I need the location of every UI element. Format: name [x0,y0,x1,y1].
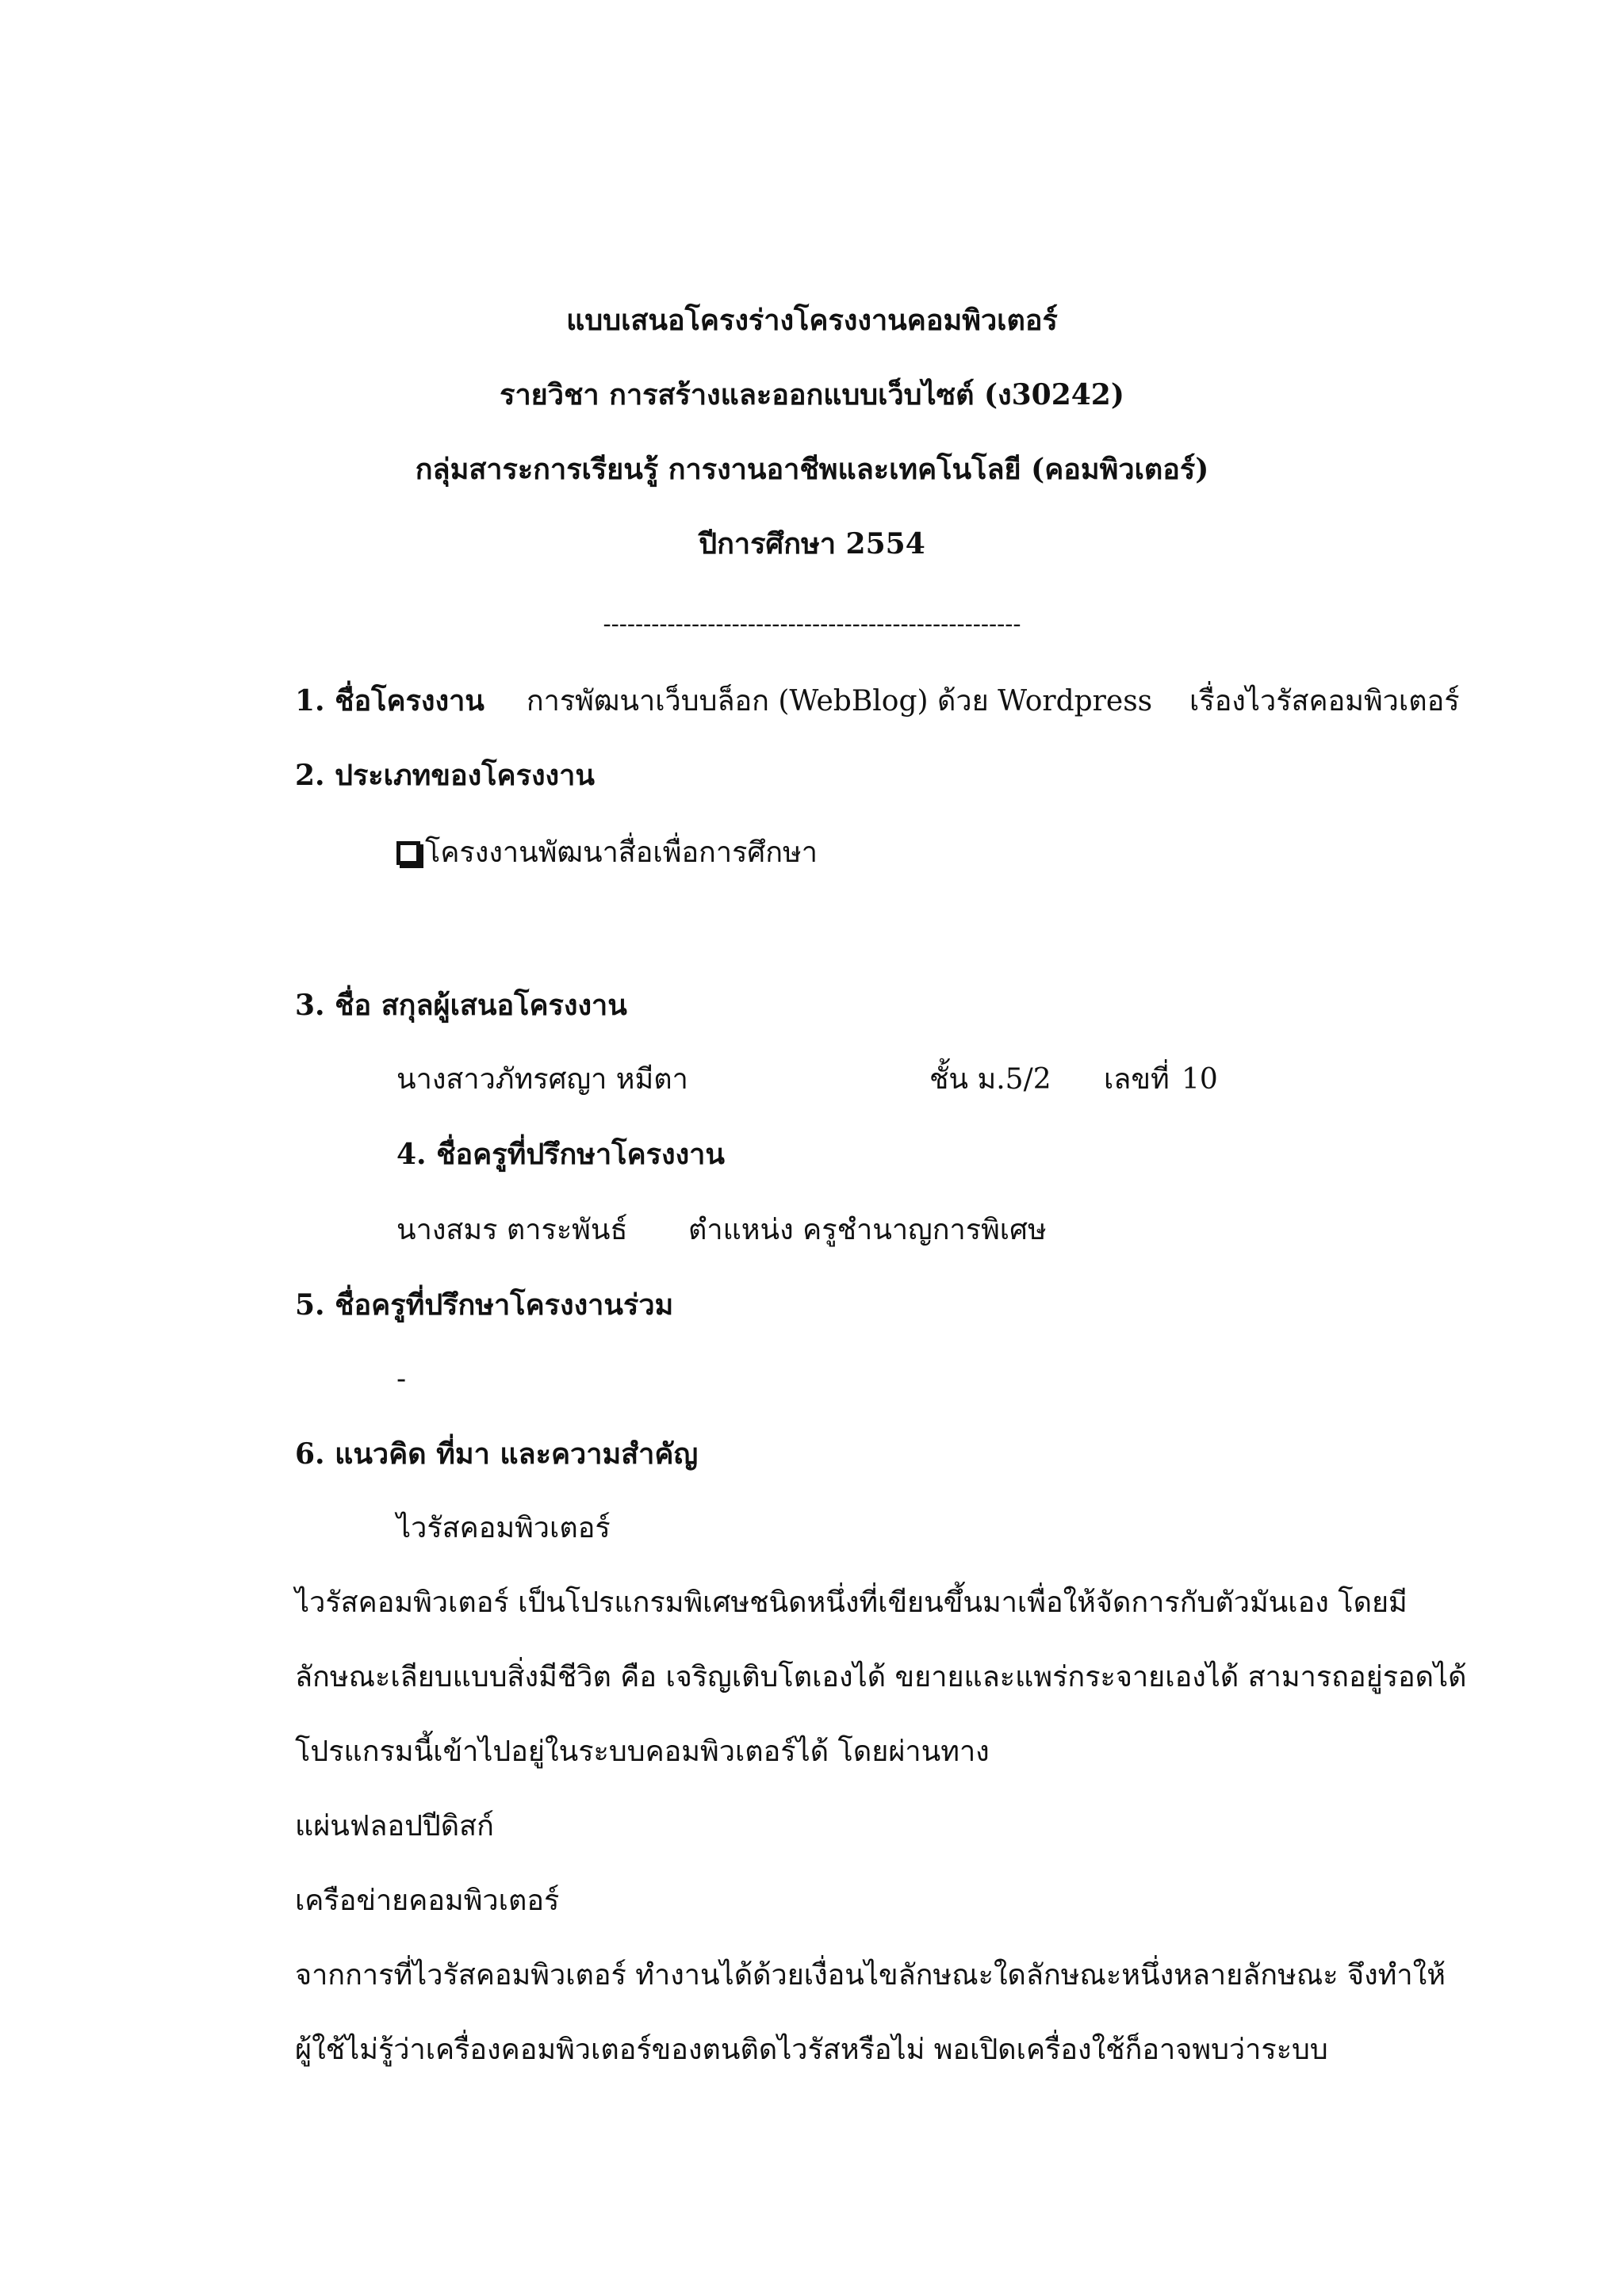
course-line: รายวิชา การสร้างและออกแบบเว็บไซต์ (ง30242) [500,378,1124,411]
student-name: นางสาวภัทรศญา หมีตา [396,1063,688,1096]
paragraph-1-line-3: โปรแกรมนี้เข้าไปอยู่ในระบบคอมพิวเตอร์ได้ โดยผ่านทาง [295,1735,990,1768]
section-6-heading: 6. แนวคิด ที่มา และความสำคัญ [295,1437,699,1471]
section-4-heading: 4. ชื่อครูที่ปรึกษาโครงงาน [396,1138,725,1171]
paragraph-1-line-2: ลักษณะเลียบแบบสิ่งมีชีวิต คือ เจริญเติบโตเองได้ ขยายและแพร่กระจายเองได้ สามารถอยู่รอดได้ [295,1661,1467,1693]
subject-group-line: กลุ่มสาระการเรียนรู้ การงานอาชีพและเทคโนโลยี (คอมพิวเตอร์) [415,453,1209,486]
section-1 [295,682,1460,721]
advisor-name: นางสมร ตาระพันธ์ [396,1214,628,1246]
academic-year-line: ปีการศึกษา 2554 [699,527,925,561]
checkbox-icon [396,841,420,865]
paragraph-2-line-1: จากการที่ไวรัสคอมพิวเตอร์ ทำงานได้ด้วยเงื่อนไขลักษณะใดลักษณะหนึ่งหลายลักษณะ จึงทำให้ [295,1959,1446,1992]
project-topic: เรื่องไวรัสคอมพิวเตอร์ [1189,685,1460,718]
project-type-option [396,834,818,872]
co-advisor-value: - [396,1363,407,1395]
doc-title: แบบเสนอโครงร่างโครงงานคอมพิวเตอร์ [566,304,1058,337]
paragraph-2-line-2: ผู้ใช้ไม่รู้ว่าเครื่องคอมพิวเตอร์ของตนติดไวรัสหรือไม่ พอเปิดเครื่องใช้ก็อาจพบว่าระบบ [295,2034,1328,2066]
separator-line: ---------------------------------------------------- [603,610,1021,638]
project-type-label: โครงงานพัฒนาสื่อเพื่อการศึกษา [425,836,818,869]
list-item-network: เครือข่ายคอมพิวเตอร์ [295,1885,560,1917]
list-item-floppy: แผ่นฟลอปปีดิสก์ [295,1810,494,1843]
project-name: การพัฒนาเว็บบล็อก (WebBlog) ด้วย Wordpress [526,685,1153,718]
section-3-heading: 3. ชื่อ สกุลผู้เสนอโครงงาน [295,989,627,1022]
section-1-heading: 1. ชื่อโครงงาน [295,684,485,718]
section-6-subheading: ไวรัสคอมพิวเตอร์ [396,1512,611,1544]
student-number-label: เลขที่ [1104,1063,1170,1096]
section-5-heading: 5. ชื่อครูที่ปรึกษาโครงงานร่วม [295,1288,674,1322]
student-class: ชั้น ม.5/2 [929,1063,1051,1096]
paragraph-1-line-1: ไวรัสคอมพิวเตอร์ เป็นโปรแกรมพิเศษชนิดหนึ่งที่เขียนขึ้นมาเพื่อให้จัดการกับตัวมันเอง โดยมี [295,1586,1408,1619]
student-number-value: 10 [1182,1063,1218,1096]
section-2-heading: 2. ประเภทของโครงงาน [295,759,595,792]
advisor-position: ตำแหน่ง ครูชำนาญการพิเศษ [688,1214,1047,1246]
